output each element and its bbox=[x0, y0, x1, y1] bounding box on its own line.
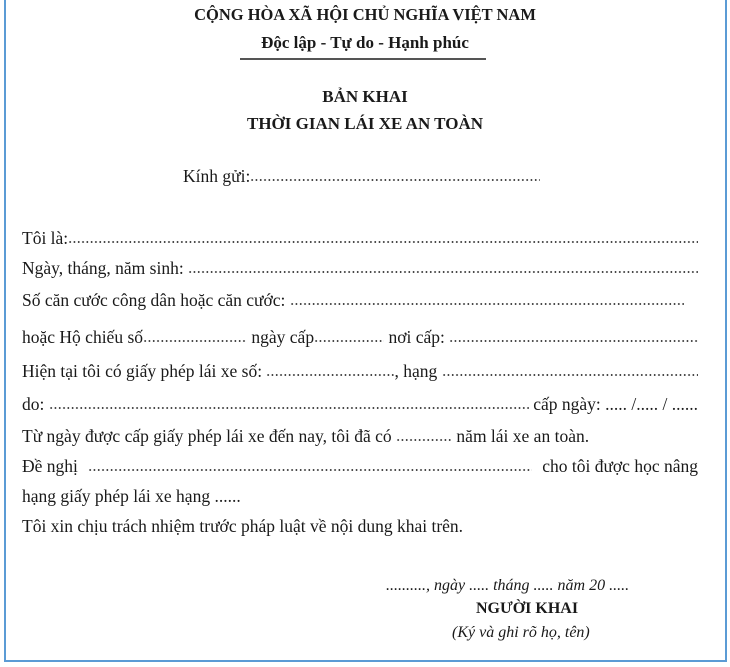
id-label: Số căn cước công dân hoặc căn cước: bbox=[22, 290, 290, 310]
years-row bbox=[22, 426, 698, 447]
issue-date-field[interactable] bbox=[314, 337, 384, 343]
dob-field[interactable] bbox=[188, 268, 698, 274]
name-row bbox=[22, 228, 698, 249]
years-suffix: năm lái xe an toàn. bbox=[452, 426, 590, 446]
class-field[interactable] bbox=[442, 371, 698, 377]
issue-place-field[interactable] bbox=[449, 337, 698, 343]
passport-row bbox=[22, 327, 698, 348]
recipient-field[interactable] bbox=[250, 176, 540, 182]
dob-row bbox=[22, 258, 698, 279]
id-row bbox=[22, 290, 684, 311]
commitment-row bbox=[22, 516, 698, 537]
request-suffix: cho tôi được học nâng bbox=[537, 456, 698, 476]
upgrade-text[interactable]: hạng giấy phép lái xe hạng ...... bbox=[22, 486, 241, 506]
license-label: Hiện tại tôi có giấy phép lái xe số: bbox=[22, 361, 267, 381]
motto-underline bbox=[240, 58, 486, 60]
name-label: Tôi là: bbox=[22, 228, 69, 248]
dob-label: Ngày, tháng, năm sinh: bbox=[22, 258, 189, 278]
license-row bbox=[22, 361, 698, 382]
passport-label: hoặc Hộ chiếu số bbox=[22, 327, 144, 347]
issuer-label: do: bbox=[22, 394, 49, 414]
years-label: Từ ngày được cấp giấy phép lái xe đến nay, tôi đã có bbox=[22, 426, 397, 446]
request-row bbox=[22, 456, 698, 477]
request-label: Đề nghị bbox=[22, 456, 83, 476]
years-field[interactable] bbox=[396, 436, 452, 442]
signature-note: (Ký và ghi rõ họ, tên) bbox=[452, 624, 590, 641]
upgrade-row bbox=[22, 486, 698, 507]
license-field[interactable] bbox=[266, 371, 394, 377]
form-title: BẢN KHAI bbox=[322, 87, 408, 106]
request-field[interactable] bbox=[88, 466, 532, 472]
issue-date-label: ngày cấp bbox=[247, 327, 315, 347]
name-field[interactable] bbox=[68, 238, 698, 244]
commitment-text: Tôi xin chịu trách nhiệm trước pháp luật về nội dung khai trên. bbox=[22, 516, 464, 536]
recipient-line bbox=[183, 166, 540, 187]
class-label: , hạng bbox=[394, 361, 442, 381]
nation-header: CỘNG HÒA XÃ HỘI CHỦ NGHĨA VIỆT NAM bbox=[194, 5, 536, 24]
form-subtitle: THỜI GIAN LÁI XE AN TOÀN bbox=[246, 114, 483, 133]
passport-field[interactable] bbox=[143, 337, 247, 343]
signer-title: NGƯỜI KHAI bbox=[476, 600, 579, 617]
id-field[interactable] bbox=[290, 300, 684, 306]
motto: Độc lập - Tự do - Hạnh phúc bbox=[261, 33, 469, 52]
issue-place-label: nơi cấp: bbox=[384, 327, 450, 347]
issuer-row bbox=[22, 394, 698, 415]
recipient-label: Kính gửi: bbox=[183, 166, 251, 186]
issued-on-label[interactable]: cấp ngày: ..... /..... / ...... bbox=[528, 394, 698, 414]
signature-date[interactable]: .........., ngày ..... tháng ..... năm 20 ..... bbox=[386, 577, 630, 594]
issuer-field[interactable] bbox=[49, 404, 529, 410]
